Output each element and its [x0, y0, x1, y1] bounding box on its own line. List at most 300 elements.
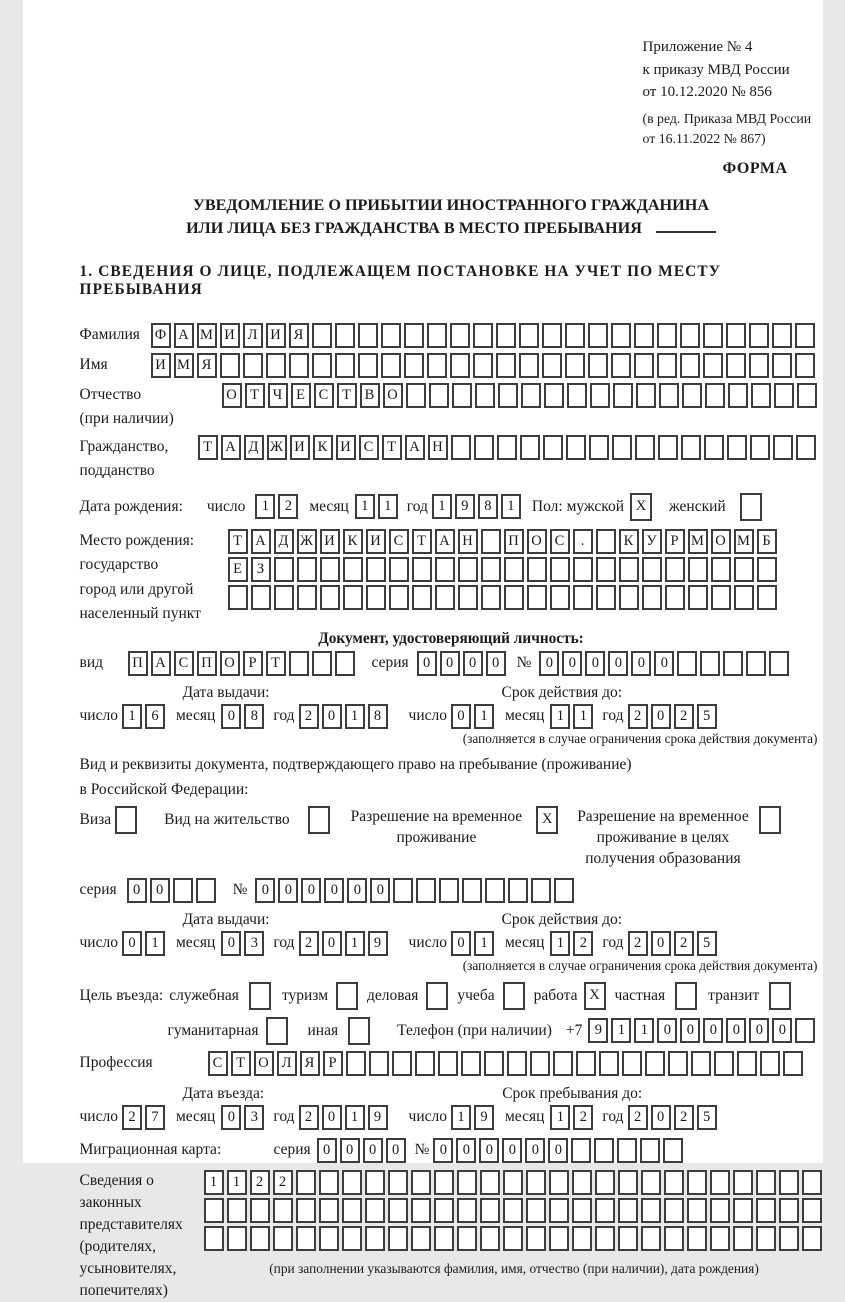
form-cell-empty[interactable]	[312, 323, 332, 348]
form-cell-empty[interactable]	[618, 1198, 638, 1223]
form-cell-empty[interactable]	[274, 557, 294, 582]
form-cell-empty[interactable]	[550, 557, 570, 582]
form-cell-filled[interactable]: 0	[525, 1138, 545, 1163]
form-cell-filled[interactable]: 0	[440, 651, 460, 676]
form-cell-filled[interactable]: 1	[474, 931, 494, 956]
form-cell-filled[interactable]: О	[222, 383, 242, 408]
form-cell-filled[interactable]: 0	[122, 931, 142, 956]
form-cell-filled[interactable]: 1	[122, 704, 142, 729]
form-cell-empty[interactable]	[711, 585, 731, 610]
form-cell-empty[interactable]	[411, 1198, 431, 1223]
form-cell-filled[interactable]: О	[527, 529, 547, 554]
form-cell-empty[interactable]	[457, 1170, 477, 1195]
form-cell-filled[interactable]: X	[584, 982, 606, 1010]
form-cell-filled[interactable]: .	[573, 529, 593, 554]
form-cell-empty[interactable]	[687, 1170, 707, 1195]
form-cell-filled[interactable]: Я	[197, 353, 217, 378]
form-cell-filled[interactable]: 0	[317, 1138, 337, 1163]
form-cell-filled[interactable]: 1	[451, 1105, 471, 1130]
form-cell-empty[interactable]	[567, 383, 587, 408]
form-cell-empty[interactable]	[642, 585, 662, 610]
form-cell-filled[interactable]: Е	[228, 557, 248, 582]
form-cell-empty[interactable]	[734, 557, 754, 582]
form-cell-filled[interactable]: 2	[674, 1105, 694, 1130]
form-cell-filled[interactable]: 6	[145, 704, 165, 729]
form-cell-empty[interactable]	[250, 1198, 270, 1223]
form-cell-empty[interactable]	[358, 323, 378, 348]
form-cell-empty[interactable]	[802, 1198, 822, 1223]
form-cell-empty[interactable]	[596, 585, 616, 610]
form-cell-filled[interactable]: 2	[674, 931, 694, 956]
form-cell-empty[interactable]	[473, 323, 493, 348]
form-cell-empty[interactable]	[508, 878, 528, 903]
form-cell-filled[interactable]: 0	[322, 931, 342, 956]
form-cell-empty[interactable]	[663, 1138, 683, 1163]
form-cell-filled[interactable]: П	[128, 651, 148, 676]
form-cell-filled[interactable]: 0	[749, 1018, 769, 1043]
form-cell-empty[interactable]	[480, 1170, 500, 1195]
form-cell-empty[interactable]	[342, 1198, 362, 1223]
form-cell-empty[interactable]	[484, 1051, 504, 1076]
form-cell-empty[interactable]	[426, 982, 448, 1010]
form-cell-filled[interactable]: А	[151, 651, 171, 676]
form-cell-empty[interactable]	[619, 557, 639, 582]
form-cell-empty[interactable]	[273, 1226, 293, 1251]
form-cell-filled[interactable]: Е	[291, 383, 311, 408]
form-cell-empty[interactable]	[480, 1198, 500, 1223]
form-cell-empty[interactable]	[481, 585, 501, 610]
form-cell-filled[interactable]: 0	[654, 651, 674, 676]
form-cell-filled[interactable]: 8	[368, 704, 388, 729]
form-cell-empty[interactable]	[553, 1051, 573, 1076]
form-cell-filled[interactable]: 0	[324, 878, 344, 903]
form-cell-empty[interactable]	[521, 383, 541, 408]
form-cell-filled[interactable]: Д	[274, 529, 294, 554]
form-cell-filled[interactable]: И	[336, 435, 356, 460]
form-cell-filled[interactable]: 0	[651, 704, 671, 729]
form-cell-empty[interactable]	[714, 1051, 734, 1076]
form-cell-empty[interactable]	[173, 878, 193, 903]
form-cell-filled[interactable]: 1	[227, 1170, 247, 1195]
form-cell-filled[interactable]: 0	[340, 1138, 360, 1163]
form-cell-empty[interactable]	[220, 353, 240, 378]
form-cell-empty[interactable]	[756, 1226, 776, 1251]
form-cell-empty[interactable]	[664, 1198, 684, 1223]
form-cell-filled[interactable]: 0	[680, 1018, 700, 1043]
form-cell-empty[interactable]	[542, 353, 562, 378]
form-cell-empty[interactable]	[611, 353, 631, 378]
form-cell-empty[interactable]	[297, 585, 317, 610]
form-cell-empty[interactable]	[757, 585, 777, 610]
form-cell-empty[interactable]	[634, 353, 654, 378]
form-cell-empty[interactable]	[369, 1051, 389, 1076]
form-cell-filled[interactable]: 1	[573, 704, 593, 729]
form-cell-empty[interactable]	[504, 557, 524, 582]
form-cell-empty[interactable]	[335, 353, 355, 378]
form-cell-empty[interactable]	[457, 1226, 477, 1251]
form-cell-filled[interactable]: Л	[243, 323, 263, 348]
form-cell-empty[interactable]	[677, 651, 697, 676]
form-cell-empty[interactable]	[750, 435, 770, 460]
form-cell-empty[interactable]	[312, 651, 332, 676]
form-cell-empty[interactable]	[388, 1198, 408, 1223]
form-cell-filled[interactable]: А	[435, 529, 455, 554]
form-cell-filled[interactable]: 9	[368, 931, 388, 956]
form-cell-filled[interactable]: И	[220, 323, 240, 348]
form-cell-filled[interactable]: И	[151, 353, 171, 378]
form-cell-filled[interactable]: Ж	[267, 435, 287, 460]
form-cell-empty[interactable]	[682, 383, 702, 408]
form-cell-empty[interactable]	[343, 557, 363, 582]
form-cell-empty[interactable]	[393, 878, 413, 903]
form-cell-empty[interactable]	[728, 383, 748, 408]
form-cell-empty[interactable]	[590, 383, 610, 408]
form-cell-empty[interactable]	[389, 557, 409, 582]
form-cell-empty[interactable]	[427, 323, 447, 348]
form-cell-filled[interactable]: Т	[198, 435, 218, 460]
form-cell-empty[interactable]	[412, 585, 432, 610]
form-cell-empty[interactable]	[498, 383, 518, 408]
form-cell-filled[interactable]: 2	[628, 931, 648, 956]
form-cell-empty[interactable]	[549, 1226, 569, 1251]
form-cell-filled[interactable]: Н	[458, 529, 478, 554]
form-cell-empty[interactable]	[687, 1226, 707, 1251]
form-cell-filled[interactable]: С	[359, 435, 379, 460]
form-cell-empty[interactable]	[723, 651, 743, 676]
form-cell-filled[interactable]: Т	[245, 383, 265, 408]
form-cell-empty[interactable]	[703, 353, 723, 378]
form-cell-filled[interactable]: 1	[345, 704, 365, 729]
form-cell-filled[interactable]: 1	[550, 931, 570, 956]
form-cell-empty[interactable]	[596, 557, 616, 582]
form-cell-empty[interactable]	[527, 557, 547, 582]
form-cell-filled[interactable]: 0	[585, 651, 605, 676]
form-cell-empty[interactable]	[526, 1170, 546, 1195]
form-cell-empty[interactable]	[249, 982, 271, 1010]
form-cell-filled[interactable]: 0	[347, 878, 367, 903]
form-cell-filled[interactable]: Ч	[268, 383, 288, 408]
form-cell-filled[interactable]: К	[343, 529, 363, 554]
form-cell-empty[interactable]	[503, 1170, 523, 1195]
form-cell-empty[interactable]	[228, 585, 248, 610]
form-cell-empty[interactable]	[595, 1226, 615, 1251]
form-cell-empty[interactable]	[795, 1018, 815, 1043]
form-cell-empty[interactable]	[549, 1170, 569, 1195]
form-cell-filled[interactable]: 1	[355, 494, 375, 519]
form-cell-filled[interactable]: Л	[277, 1051, 297, 1076]
form-cell-empty[interactable]	[389, 585, 409, 610]
form-cell-empty[interactable]	[434, 1198, 454, 1223]
form-cell-empty[interactable]	[450, 323, 470, 348]
form-cell-empty[interactable]	[622, 1051, 642, 1076]
form-cell-filled[interactable]: 0	[417, 651, 437, 676]
form-cell-empty[interactable]	[711, 557, 731, 582]
form-cell-empty[interactable]	[520, 435, 540, 460]
form-cell-empty[interactable]	[617, 1138, 637, 1163]
form-cell-empty[interactable]	[802, 1226, 822, 1251]
form-cell-empty[interactable]	[710, 1198, 730, 1223]
form-cell-filled[interactable]: З	[251, 557, 271, 582]
form-cell-empty[interactable]	[618, 1226, 638, 1251]
form-cell-empty[interactable]	[204, 1198, 224, 1223]
form-cell-filled[interactable]: О	[254, 1051, 274, 1076]
form-cell-empty[interactable]	[664, 1226, 684, 1251]
form-cell-filled[interactable]: 0	[221, 931, 241, 956]
form-cell-filled[interactable]: О	[711, 529, 731, 554]
form-cell-empty[interactable]	[751, 383, 771, 408]
form-cell-filled[interactable]: 0	[703, 1018, 723, 1043]
form-cell-empty[interactable]	[296, 1226, 316, 1251]
form-cell-empty[interactable]	[503, 982, 525, 1010]
form-cell-filled[interactable]: 0	[726, 1018, 746, 1043]
form-cell-empty[interactable]	[404, 323, 424, 348]
form-cell-filled[interactable]: 2	[299, 1105, 319, 1130]
form-cell-empty[interactable]	[680, 353, 700, 378]
form-cell-empty[interactable]	[543, 435, 563, 460]
form-cell-filled[interactable]: Д	[244, 435, 264, 460]
form-cell-filled[interactable]: С	[208, 1051, 228, 1076]
form-cell-empty[interactable]	[749, 353, 769, 378]
form-cell-empty[interactable]	[266, 353, 286, 378]
form-cell-filled[interactable]: И	[366, 529, 386, 554]
form-cell-empty[interactable]	[296, 1170, 316, 1195]
form-cell-empty[interactable]	[519, 323, 539, 348]
form-cell-filled[interactable]: А	[251, 529, 271, 554]
form-cell-empty[interactable]	[335, 651, 355, 676]
form-cell-empty[interactable]	[381, 353, 401, 378]
form-cell-filled[interactable]: М	[174, 353, 194, 378]
form-cell-filled[interactable]: М	[688, 529, 708, 554]
form-cell-empty[interactable]	[665, 557, 685, 582]
form-cell-empty[interactable]	[769, 651, 789, 676]
form-cell-empty[interactable]	[645, 1051, 665, 1076]
form-cell-empty[interactable]	[588, 353, 608, 378]
form-cell-empty[interactable]	[474, 435, 494, 460]
form-cell-empty[interactable]	[657, 353, 677, 378]
form-cell-empty[interactable]	[503, 1198, 523, 1223]
form-cell-empty[interactable]	[289, 353, 309, 378]
form-cell-empty[interactable]	[573, 585, 593, 610]
form-cell-empty[interactable]	[710, 1170, 730, 1195]
form-cell-empty[interactable]	[526, 1198, 546, 1223]
form-cell-filled[interactable]: 1	[611, 1018, 631, 1043]
form-cell-empty[interactable]	[481, 557, 501, 582]
form-cell-empty[interactable]	[641, 1226, 661, 1251]
form-cell-filled[interactable]: К	[313, 435, 333, 460]
form-cell-filled[interactable]: 1	[255, 494, 275, 519]
form-cell-empty[interactable]	[594, 1138, 614, 1163]
form-cell-filled[interactable]: 9	[474, 1105, 494, 1130]
form-cell-empty[interactable]	[779, 1226, 799, 1251]
form-cell-empty[interactable]	[458, 557, 478, 582]
form-cell-empty[interactable]	[659, 383, 679, 408]
form-cell-empty[interactable]	[531, 878, 551, 903]
form-cell-empty[interactable]	[733, 1198, 753, 1223]
form-cell-filled[interactable]: С	[389, 529, 409, 554]
form-cell-empty[interactable]	[196, 878, 216, 903]
form-cell-empty[interactable]	[115, 806, 137, 834]
form-cell-empty[interactable]	[251, 585, 271, 610]
form-cell-empty[interactable]	[312, 353, 332, 378]
form-cell-empty[interactable]	[565, 353, 585, 378]
form-cell-filled[interactable]: Т	[266, 651, 286, 676]
form-cell-filled[interactable]: 0	[651, 931, 671, 956]
form-cell-empty[interactable]	[796, 435, 816, 460]
form-cell-filled[interactable]: 0	[608, 651, 628, 676]
form-cell-empty[interactable]	[250, 1226, 270, 1251]
form-cell-empty[interactable]	[388, 1170, 408, 1195]
form-cell-empty[interactable]	[227, 1226, 247, 1251]
form-cell-empty[interactable]	[642, 557, 662, 582]
form-cell-empty[interactable]	[435, 585, 455, 610]
form-cell-empty[interactable]	[392, 1051, 412, 1076]
form-cell-empty[interactable]	[779, 1198, 799, 1223]
form-cell-empty[interactable]	[204, 1226, 224, 1251]
form-cell-empty[interactable]	[296, 1198, 316, 1223]
form-cell-empty[interactable]	[227, 1198, 247, 1223]
form-cell-filled[interactable]: Т	[337, 383, 357, 408]
form-cell-filled[interactable]: 0	[370, 878, 390, 903]
form-cell-empty[interactable]	[274, 585, 294, 610]
form-cell-filled[interactable]: И	[266, 323, 286, 348]
form-cell-filled[interactable]: 0	[562, 651, 582, 676]
form-cell-empty[interactable]	[497, 435, 517, 460]
form-cell-empty[interactable]	[760, 1051, 780, 1076]
form-cell-filled[interactable]: 0	[479, 1138, 499, 1163]
form-cell-filled[interactable]: 0	[363, 1138, 383, 1163]
form-cell-empty[interactable]	[429, 383, 449, 408]
form-cell-empty[interactable]	[737, 1051, 757, 1076]
form-cell-empty[interactable]	[746, 651, 766, 676]
form-cell-filled[interactable]: 2	[250, 1170, 270, 1195]
form-cell-empty[interactable]	[740, 493, 762, 521]
form-cell-empty[interactable]	[772, 353, 792, 378]
form-cell-empty[interactable]	[266, 1017, 288, 1045]
form-cell-empty[interactable]	[346, 1051, 366, 1076]
form-cell-empty[interactable]	[348, 1017, 370, 1045]
form-cell-empty[interactable]	[439, 878, 459, 903]
form-cell-filled[interactable]: Р	[243, 651, 263, 676]
form-cell-filled[interactable]: О	[383, 383, 403, 408]
form-cell-empty[interactable]	[576, 1051, 596, 1076]
form-cell-empty[interactable]	[795, 353, 815, 378]
form-cell-filled[interactable]: С	[174, 651, 194, 676]
form-cell-empty[interactable]	[636, 383, 656, 408]
form-cell-filled[interactable]: А	[174, 323, 194, 348]
form-cell-empty[interactable]	[726, 323, 746, 348]
form-cell-empty[interactable]	[668, 1051, 688, 1076]
form-cell-filled[interactable]: 0	[433, 1138, 453, 1163]
form-cell-filled[interactable]: В	[360, 383, 380, 408]
form-cell-empty[interactable]	[365, 1226, 385, 1251]
form-cell-filled[interactable]: 2	[299, 704, 319, 729]
form-cell-filled[interactable]: 2	[573, 1105, 593, 1130]
form-cell-empty[interactable]	[705, 383, 725, 408]
form-cell-empty[interactable]	[641, 1170, 661, 1195]
form-cell-filled[interactable]: 7	[145, 1105, 165, 1130]
form-cell-empty[interactable]	[700, 651, 720, 676]
form-cell-empty[interactable]	[450, 353, 470, 378]
form-cell-filled[interactable]: 1	[145, 931, 165, 956]
form-cell-empty[interactable]	[688, 557, 708, 582]
form-cell-filled[interactable]: 1	[634, 1018, 654, 1043]
form-cell-empty[interactable]	[480, 1226, 500, 1251]
form-cell-empty[interactable]	[756, 1198, 776, 1223]
form-cell-filled[interactable]: Я	[300, 1051, 320, 1076]
form-cell-filled[interactable]: 1	[345, 1105, 365, 1130]
form-cell-filled[interactable]: У	[642, 529, 662, 554]
form-cell-empty[interactable]	[640, 1138, 660, 1163]
form-cell-filled[interactable]: С	[314, 383, 334, 408]
form-cell-filled[interactable]: 2	[278, 494, 298, 519]
form-cell-empty[interactable]	[527, 585, 547, 610]
form-cell-empty[interactable]	[319, 1170, 339, 1195]
form-cell-empty[interactable]	[589, 435, 609, 460]
form-cell-empty[interactable]	[664, 1170, 684, 1195]
form-cell-empty[interactable]	[496, 353, 516, 378]
form-cell-filled[interactable]: 0	[772, 1018, 792, 1043]
form-cell-empty[interactable]	[611, 323, 631, 348]
form-cell-empty[interactable]	[635, 435, 655, 460]
form-cell-filled[interactable]: 3	[244, 931, 264, 956]
form-cell-empty[interactable]	[757, 557, 777, 582]
form-cell-empty[interactable]	[691, 1051, 711, 1076]
form-cell-empty[interactable]	[571, 1138, 591, 1163]
form-cell-empty[interactable]	[342, 1226, 362, 1251]
form-cell-filled[interactable]: 1	[474, 704, 494, 729]
form-cell-empty[interactable]	[438, 1051, 458, 1076]
form-cell-empty[interactable]	[549, 1198, 569, 1223]
form-cell-filled[interactable]: 2	[674, 704, 694, 729]
form-cell-filled[interactable]: К	[619, 529, 639, 554]
form-cell-empty[interactable]	[599, 1051, 619, 1076]
form-cell-empty[interactable]	[704, 435, 724, 460]
form-cell-filled[interactable]: 0	[451, 931, 471, 956]
form-cell-filled[interactable]: 0	[486, 651, 506, 676]
form-cell-filled[interactable]: 2	[122, 1105, 142, 1130]
form-cell-empty[interactable]	[530, 1051, 550, 1076]
form-cell-filled[interactable]: 5	[697, 931, 717, 956]
form-cell-empty[interactable]	[415, 1051, 435, 1076]
form-cell-empty[interactable]	[485, 878, 505, 903]
form-cell-filled[interactable]: Н	[428, 435, 448, 460]
form-cell-empty[interactable]	[634, 323, 654, 348]
form-cell-filled[interactable]: 0	[631, 651, 651, 676]
form-cell-filled[interactable]: Т	[231, 1051, 251, 1076]
form-cell-filled[interactable]: Б	[757, 529, 777, 554]
form-cell-empty[interactable]	[566, 435, 586, 460]
form-cell-empty[interactable]	[687, 1198, 707, 1223]
form-cell-filled[interactable]: 8	[478, 494, 498, 519]
form-cell-empty[interactable]	[774, 383, 794, 408]
form-cell-empty[interactable]	[388, 1226, 408, 1251]
form-cell-empty[interactable]	[319, 1198, 339, 1223]
form-cell-empty[interactable]	[772, 323, 792, 348]
form-cell-empty[interactable]	[727, 435, 747, 460]
form-cell-filled[interactable]: 0	[221, 1105, 241, 1130]
form-cell-filled[interactable]: 0	[657, 1018, 677, 1043]
form-cell-empty[interactable]	[366, 585, 386, 610]
form-cell-empty[interactable]	[572, 1226, 592, 1251]
form-cell-empty[interactable]	[612, 435, 632, 460]
form-cell-empty[interactable]	[749, 323, 769, 348]
form-cell-filled[interactable]: 9	[368, 1105, 388, 1130]
form-cell-empty[interactable]	[756, 1170, 776, 1195]
form-cell-empty[interactable]	[507, 1051, 527, 1076]
form-cell-empty[interactable]	[710, 1226, 730, 1251]
form-cell-empty[interactable]	[473, 353, 493, 378]
form-cell-filled[interactable]: 8	[244, 704, 264, 729]
